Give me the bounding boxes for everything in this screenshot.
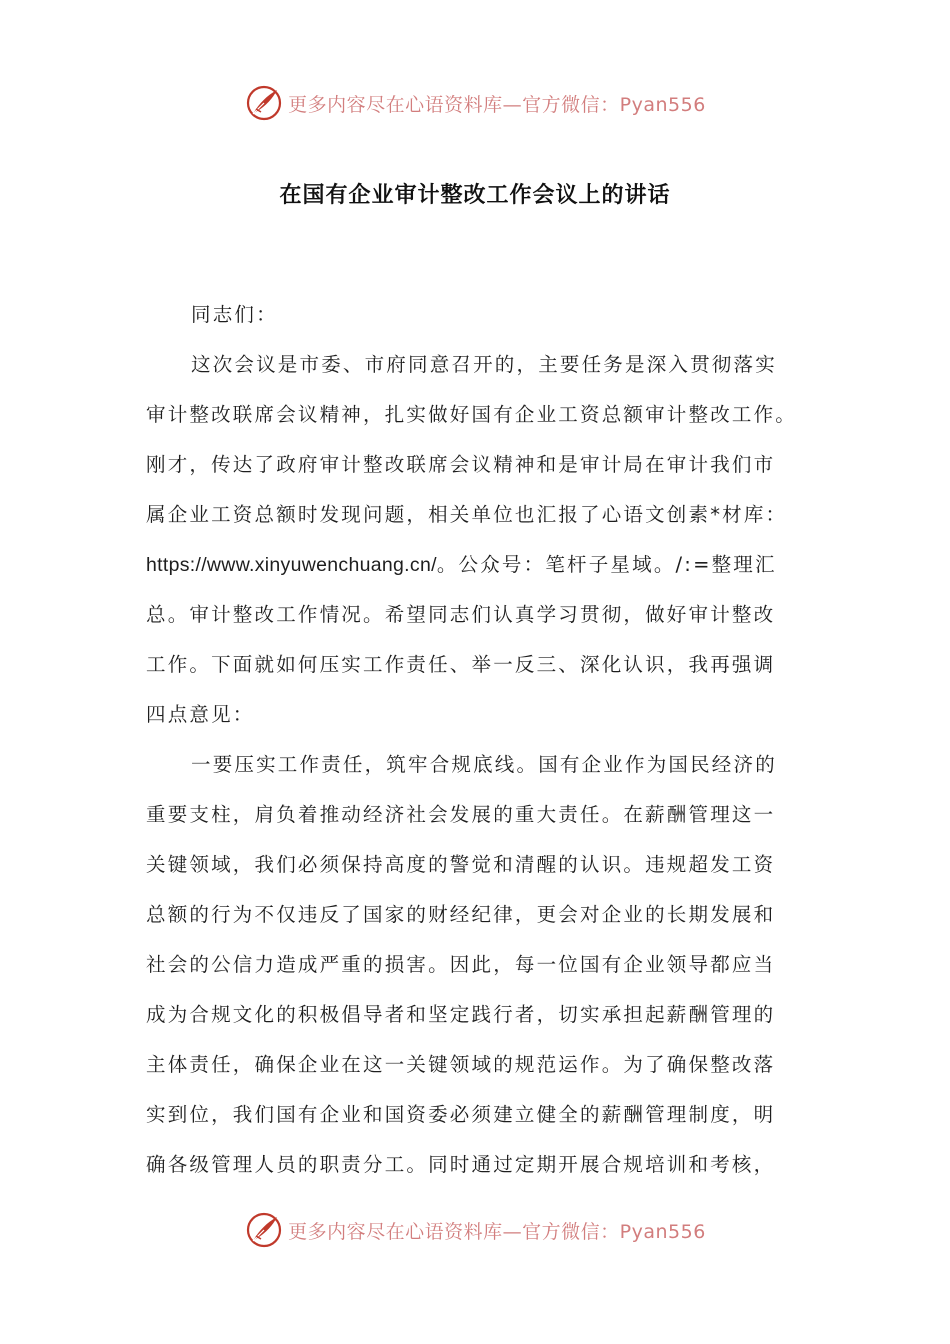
paragraph-line: 四点意见： [146, 703, 255, 726]
paragraph-line: 主体责任，确保企业在这一关键领域的规范运作。为了确保整改落 [146, 1053, 776, 1076]
document-title: 在国有企业审计整改工作会议上的讲话 [279, 183, 671, 208]
paragraph-line: 总。审计整改工作情况。希望同志们认真学习贯彻，做好审计整改 [146, 603, 776, 626]
salutation: 同志们： [191, 303, 278, 326]
paragraph-line: 实到位，我们国有企业和国资委必须建立健全的薪酬管理制度，明 [146, 1103, 776, 1126]
document-body [146, 290, 806, 1190]
paragraph-line: 关键领域，我们必须保持高度的警觉和清醒的认识。违规超发工资 [146, 853, 776, 876]
paragraph-line: 一要压实工作责任，筑牢合规底线。国有企业作为国民经济的 [191, 753, 777, 776]
paragraph-line: 刚才，传达了政府审计整改联席会议精神和是审计局在审计我们市 [146, 453, 776, 476]
paragraph-line: 社会的公信力造成严重的损害。因此，每一位国有企业领导都应当 [146, 953, 776, 976]
paragraph-line: 确各级管理人员的职责分工。同时通过定期开展合规培训和考核， [146, 1153, 776, 1176]
paragraph-line-with-url: https://www.xinyuwenchuang.cn/。公众号：笔杆子星域。/:=整理汇 [146, 553, 777, 576]
paragraph-line: 重要支柱，肩负着推动经济社会发展的重大责任。在薪酬管理这一 [146, 803, 776, 826]
quill-pen-circle-icon [244, 83, 284, 123]
paragraph-line: 成为合规文化的积极倡导者和坚定践行者，切实承担起薪酬管理的 [146, 1003, 776, 1026]
paragraph-line: 工作。下面就如何压实工作责任、举一反三、深化认识，我再强调 [146, 653, 776, 676]
watermark-text: 更多内容尽在心语资料库—官方微信：Pyan556 [288, 93, 706, 116]
watermark-text: 更多内容尽在心语资料库—官方微信：Pyan556 [288, 1220, 706, 1243]
paragraph-1 [146, 340, 806, 740]
website-url: https://www.xinyuwenchuang.cn/ [146, 554, 437, 576]
paragraph-line: 总额的行为不仅违反了国家的财经纪律，更会对企业的长期发展和 [146, 903, 776, 926]
paragraph-2 [146, 740, 806, 1190]
paragraph-line: 属企业工资总额时发现问题，相关单位也汇报了心语文创素*材库： [146, 503, 788, 526]
wechat-id: Pyan556 [619, 1220, 706, 1243]
paragraph-line: 这次会议是市委、市府同意召开的，主要任务是深入贯彻落实 [191, 353, 777, 376]
wechat-id: Pyan556 [619, 93, 706, 116]
quill-pen-circle-icon [244, 1210, 284, 1250]
header-watermark [0, 80, 950, 126]
paragraph-line: 审计整改联席会议精神，扎实做好国有企业工资总额审计整改工作。 [146, 403, 798, 426]
footer-watermark [0, 1207, 950, 1253]
